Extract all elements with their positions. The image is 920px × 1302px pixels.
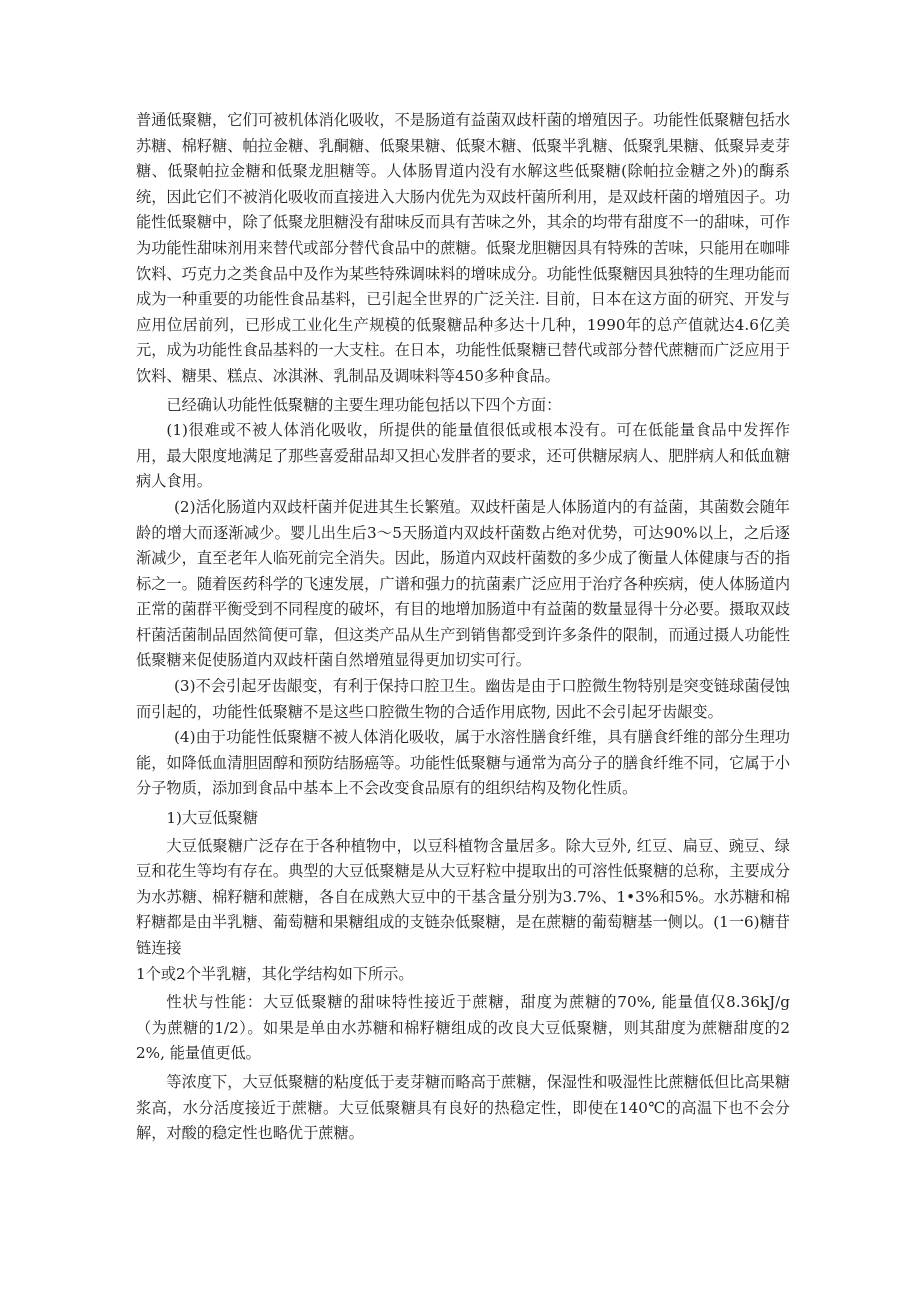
paragraph-physiological-functions-intro: 已经确认功能性低聚糖的主要生理功能包括以下四个方面： xyxy=(166,395,562,414)
paragraph-function-1: (1)很难或不被人体消化吸收，所提供的能量值很低或根本没有。可在低能量食品中发挥作用，最大限度地满足了那些喜爱甜品却又担心发胖者的要求，还可供糖尿病人、肥胖病人和低血糖病人食用。 xyxy=(136,421,790,491)
paragraph-functional-oligosaccharides: 普通低聚糖，它们可被机体消化吸收，不是肠道有益菌双歧杆菌的增殖因子。功能性低聚糖包括水苏糖、棉籽糖、帕拉金糖、乳酮糖、低聚果糖、低聚木糖、低聚半乳糖、低聚乳果糖、低聚异麦芽糖、低聚帕拉金糖和低聚龙胆糖等。人体肠胃道内没有水解这些低聚糖(除帕拉金糖之外)的酶系统，因此它们不被消化吸收而直接进入大肠内优先为双歧杆菌所利用，是双歧杆菌的增殖因子。功能性低聚糖中，除了低聚龙胆糖没有甜味反而具有苦味之外，其余的均带有甜度不一的甜味，可作为功能性甜味剂用来替代或部分替代食品中的蔗糖。低聚龙胆糖因具有特殊的苦味，只能用在咖啡饮料、巧克力之类食品中及作为某些特殊调味料的增味成分。功能性低聚糖因具独特的生理功能而成为一种重要的功能性食品基料，已引起全世界的广泛关注. 目前，日本在这方面的研究、开发与应用位居前列，已形成工业化生产规模的低聚糖品种多达十几种，1990年的总产值就达4.6亿美元，成为功能性食品基料的一大支柱。在日本，功能性低聚糖已替代或部分替代蔗糖而广泛应用于饮料、糖果、糕点、冰淇淋、乳制品及调味料等450多种食品。 xyxy=(136,111,790,385)
paragraph-soy-structure-note: 1个或2个半乳糖，其化学结构如下所示。 xyxy=(136,964,414,983)
paragraph-function-2: (2)活化肠道内双歧杆菌并促进其生长繁殖。双歧杆菌是人体肠道内的有益菌，其菌数会随年龄的增大而逐渐减少。婴儿出生后3～5天肠道内双歧杆菌数占绝对优势，可达90%以上，之后逐渐减少，直至老年人临死前完全消失。因此，肠道内双歧杆菌数的多少成了衡量人体健康与否的指标之一。随着医药科学的飞速发展，广谱和强力的抗菌素广泛应用于治疗各种疾病，使人体肠道内正常的菌群平衡受到不同程度的破坏，有目的地增加肠道中有益菌的数量显得十分必要。摄取双歧杆菌活菌制品固然简便可靠，但这类产品从生产到销售都受到许多条件的限制，而通过摄人功能性低聚糖来促使肠道内双歧杆菌自然增殖显得更加切实可行。 xyxy=(136,497,790,670)
paragraph-stability: 等浓度下，大豆低聚糖的粘度低于麦芽糖而略高于蔗糖，保湿性和吸湿性比蔗糖低但比高果糖浆高，水分活度接近于蔗糖。大豆低聚糖具有良好的热稳定性，即使在140℃的高温下也不会分解，对酸的稳定性也略优于蔗糖。 xyxy=(136,1072,790,1143)
paragraph-function-4: (4)由于功能性低聚糖不被人体消化吸收，属于水溶性膳食纤维，具有膳食纤维的部分生理功能，如降低血清胆固醇和预防结肠癌等。功能性低聚糖与通常为高分子的膳食纤维不同，它属于小分子物质，添加到食品中基本上不会改变食品原有的组织结构及物化性质。 xyxy=(136,728,790,798)
paragraph-properties: 性状与性能：大豆低聚糖的甜味特性接近于蔗糖，甜度为蔗糖的70%, 能量值仅8.36kJ/g（为蔗糖的1/2）。如果是单由水苏糖和棉籽糖组成的改良大豆低聚糖，则其甜度为蔗糖甜度的22%, 能量值更低。 xyxy=(136,993,790,1063)
paragraph-function-3: (3)不会引起牙齿龈变，有利于保持口腔卫生。幽齿是由于口腔微生物特别是突变链球菌侵蚀而引起的，功能性低聚糖不是这些口腔微生物的合适作用底物, 因此不会引起牙齿龈变。 xyxy=(136,677,790,721)
section-heading-soy-oligosaccharides: 1)大豆低聚糖 xyxy=(166,809,258,828)
paragraph-soy-oligosaccharides: 大豆低聚糖广泛存在于各种植物中，以豆科植物含量居多。除大豆外, 红豆、扁豆、豌豆、绿豆和花生等均有存在。典型的大豆低聚糖是从大豆籽粒中提取出的可溶性低聚糖的总称，主要成分为水苏糖、棉籽糖和蔗糖，各自在成熟大豆中的干基含量分别为3.7%、1•3%和5%。水苏糖和棉籽糖都是由半乳糖、葡萄糖和果糖组成的支链杂低聚糖，是在蔗糖的葡萄糖基一侧以。(1一6)糖苷链连接 xyxy=(136,836,790,957)
document-body xyxy=(136,108,790,1147)
